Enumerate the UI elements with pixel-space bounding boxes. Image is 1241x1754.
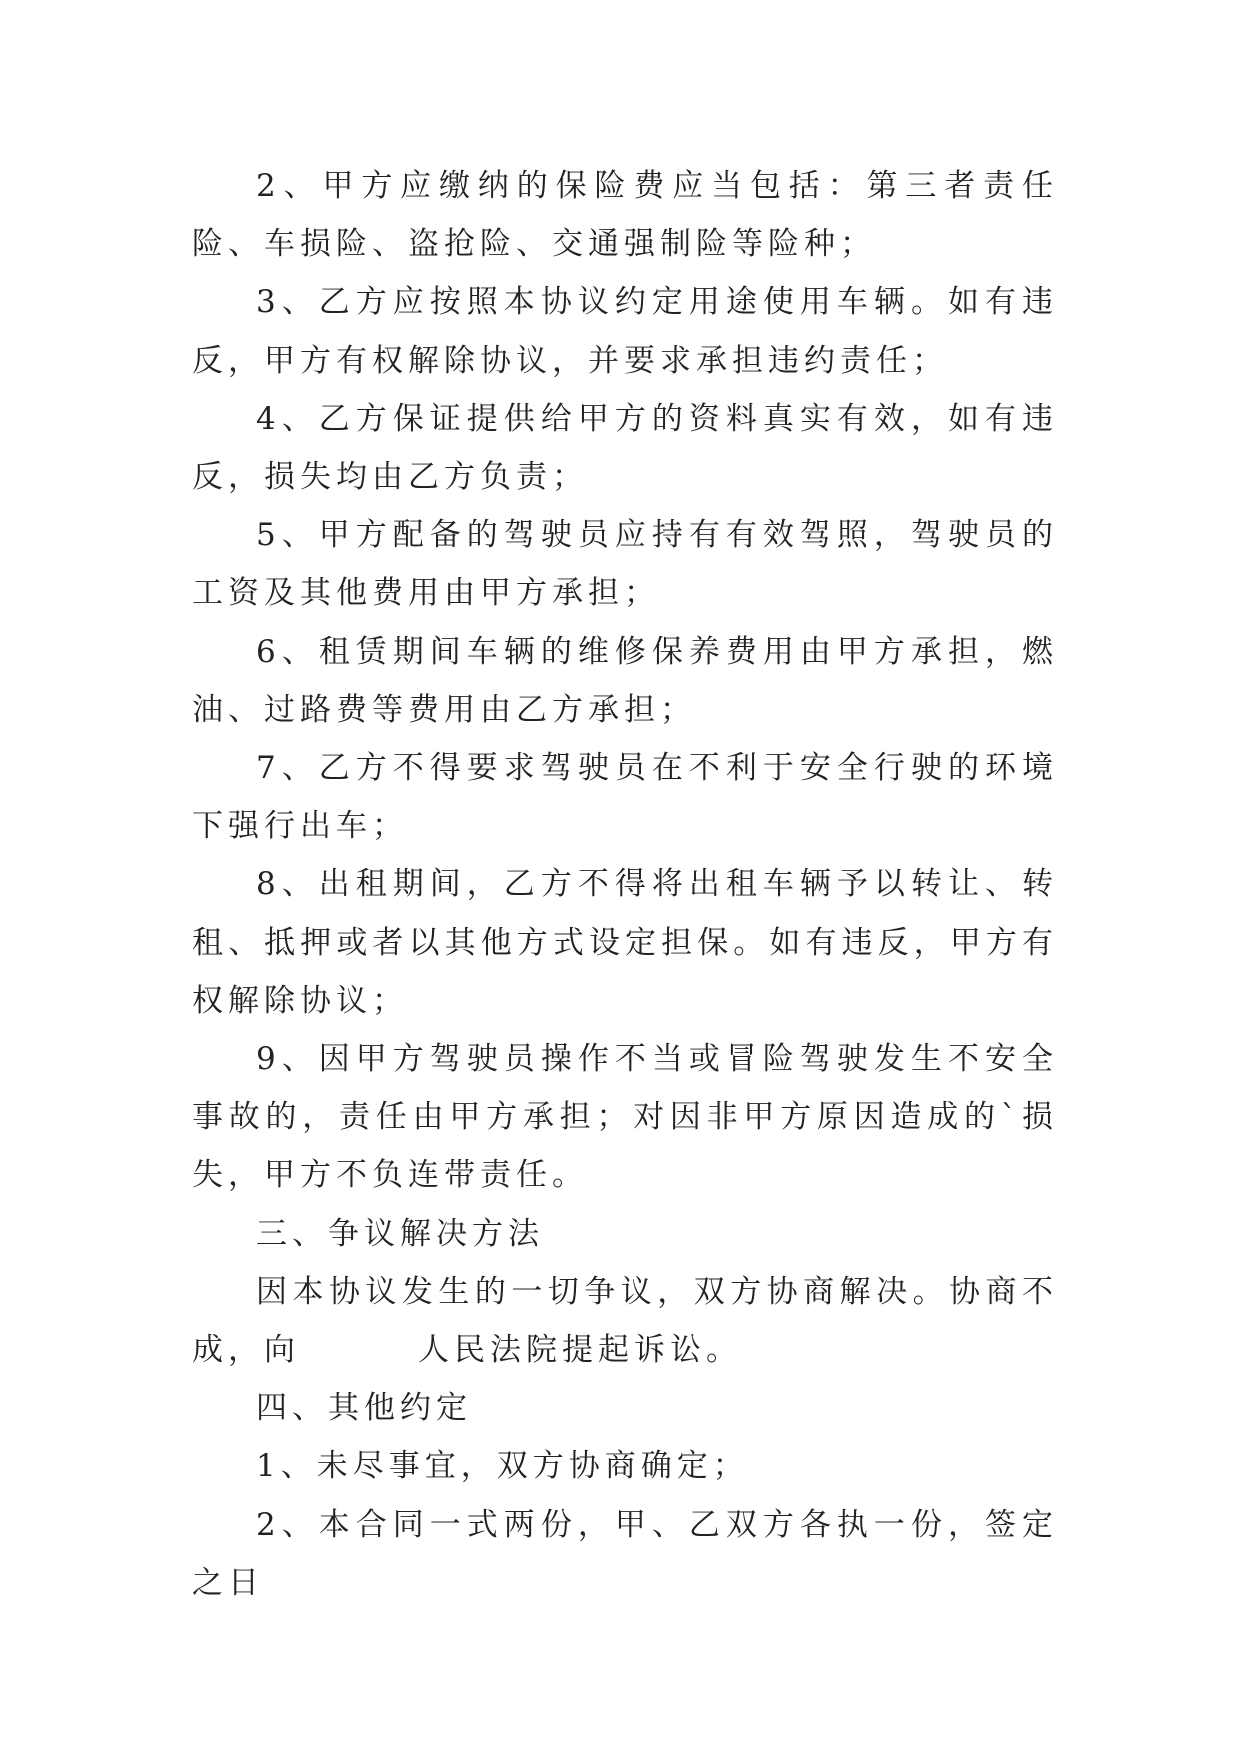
clause-2: 2、甲方应缴纳的保险费应当包括：第三者责任险、车损险、盗抢险、交通强制险等险种；	[192, 168, 1058, 263]
section-heading-dispute: 三、争议解决方法	[256, 1215, 544, 1252]
dispute-resolution-text	[192, 1263, 1058, 1379]
clause-3: 3、乙方应按照本协议约定用途使用车辆。如有违反，甲方有权解除协议，并要求承担违约责任；	[192, 284, 1058, 379]
clause-8: 8、出租期间，乙方不得将出租车辆予以转让、转租、抵押或者以其他方式设定担保。如有违反，甲方有权解除协议；	[192, 866, 1058, 1019]
dispute-text-after-blank: 人民法院提起诉讼。	[418, 1332, 742, 1369]
clause-5: 5、甲方配备的驾驶员应持有有效驾照，驾驶员的工资及其他费用由甲方承担；	[192, 517, 1058, 612]
other-item-2: 2、本合同一式两份，甲、乙双方各执一份，签定之日	[192, 1506, 1058, 1601]
document-body	[192, 157, 1058, 1612]
clause-9: 9、因甲方驾驶员操作不当或冒险驾驶发生不安全事故的，责任由甲方承担；对因非甲方原因造成的`损失，甲方不负连带责任。	[192, 1041, 1058, 1194]
clause-6: 6、租赁期间车辆的维修保养费用由甲方承担，燃油、过路费等费用由乙方承担；	[192, 633, 1058, 728]
other-item-1: 1、未尽事宜，双方协商确定；	[256, 1448, 749, 1485]
clause-4: 4、乙方保证提供给甲方的资料真实有效，如有违反，损失均由乙方负责；	[192, 400, 1058, 496]
clause-7: 7、乙方不得要求驾驶员在不利于安全行驶的环境下强行出车；	[192, 750, 1058, 845]
dispute-text-before-blank: 因本协议发生的一切争议，双方协商解决。协商不成，向	[192, 1273, 1058, 1369]
section-heading-other: 四、其他约定	[256, 1390, 472, 1427]
